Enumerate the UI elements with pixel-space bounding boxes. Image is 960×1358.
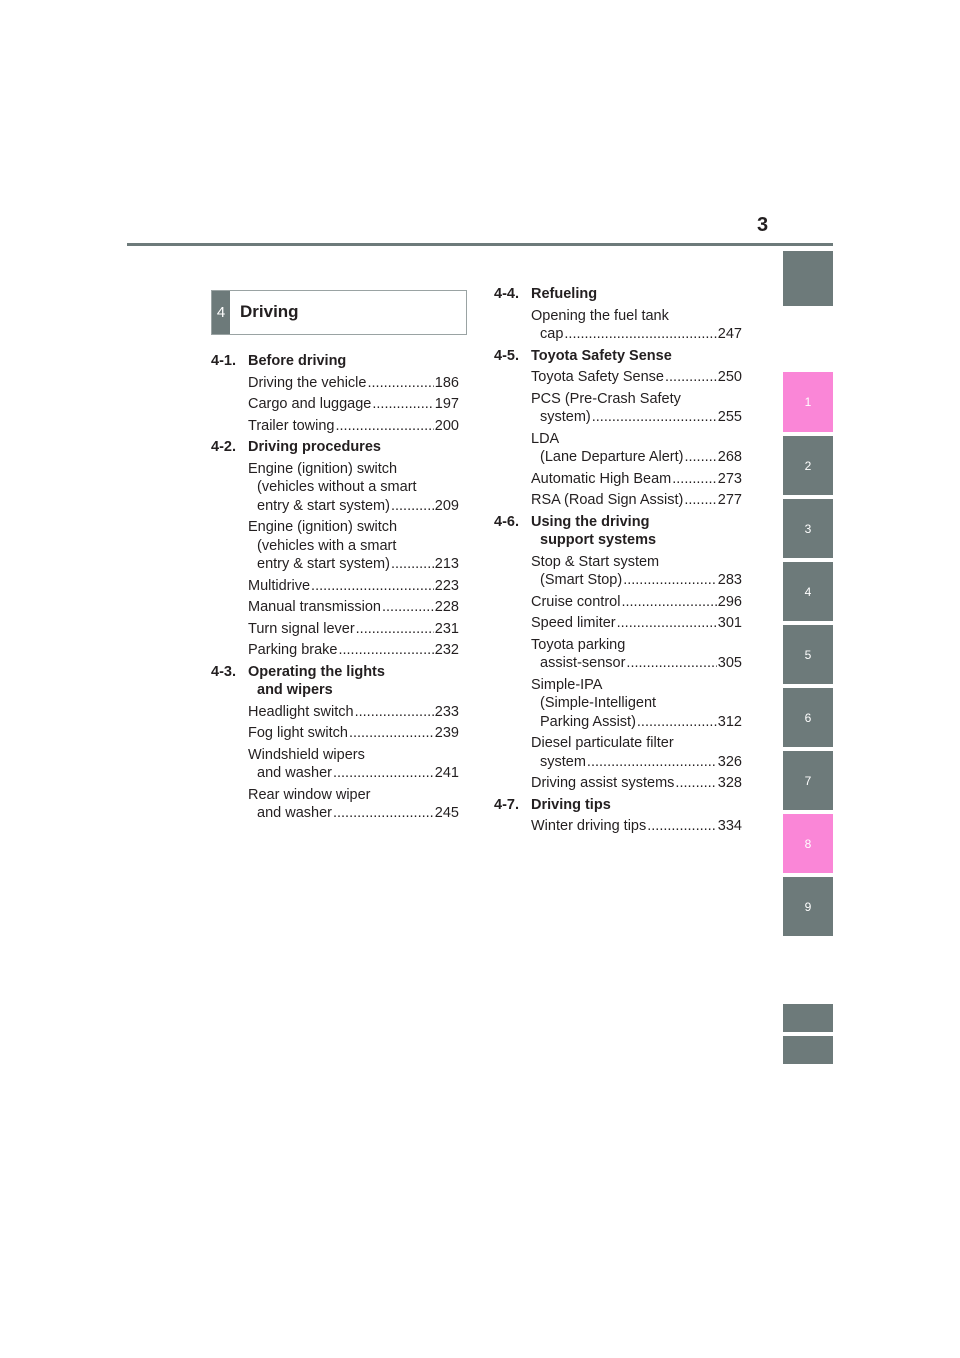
toc-entry-text: (Smart Stop) xyxy=(540,572,623,588)
toc-entry-text: entry & start system) xyxy=(257,497,390,514)
toc-group-heading xyxy=(494,285,742,304)
toc-entry-text: Winter driving tips xyxy=(531,818,647,834)
toc-group xyxy=(211,663,459,823)
toc-entry-page: 232 xyxy=(434,642,459,658)
chapter-tabs xyxy=(783,0,833,1358)
toc-entry[interactable] xyxy=(248,641,459,660)
toc-entry[interactable] xyxy=(531,774,742,793)
toc-entry-page: 328 xyxy=(717,775,742,791)
toc-entry-page: 305 xyxy=(717,655,742,671)
toc-group-number: 4-4. xyxy=(494,286,519,302)
dot-leader xyxy=(623,571,717,590)
toc-entry-page: 239 xyxy=(434,725,459,741)
toc-group-heading xyxy=(494,796,742,815)
toc-entry-text: Driving the vehicle xyxy=(248,374,367,391)
toc-entry-page: 186 xyxy=(434,374,459,391)
dot-leader xyxy=(684,491,716,510)
chapter-tab-4[interactable]: 4 xyxy=(783,562,833,621)
toc-entry-text: Rear window wiper xyxy=(248,786,371,803)
toc-entry[interactable] xyxy=(531,676,742,732)
dot-leader xyxy=(372,395,433,414)
dot-leader xyxy=(333,804,434,823)
toc-entry-page: 334 xyxy=(717,818,742,834)
section-number: 4 xyxy=(212,291,230,334)
toc-entry-text: (Simple-Intelligent xyxy=(540,695,657,711)
toc-entry-text: Simple-IPA xyxy=(531,676,603,693)
toc-group xyxy=(211,438,459,660)
toc-entry-page: 283 xyxy=(717,572,742,588)
toc-entry[interactable] xyxy=(531,734,742,771)
page-number: 3 xyxy=(757,214,769,236)
toc-group-heading xyxy=(494,347,742,366)
dot-leader xyxy=(338,641,433,660)
toc-entry-page: 200 xyxy=(434,417,459,434)
toc-entry[interactable] xyxy=(531,817,742,836)
dot-leader xyxy=(311,577,434,596)
toc-entry-page: 241 xyxy=(434,765,459,781)
toc-group-title: Before driving xyxy=(248,353,347,369)
toc-group-heading xyxy=(211,352,459,371)
toc-entry-text: entry & start system) xyxy=(257,556,390,572)
toc-group-title: Driving tips xyxy=(531,796,611,813)
dot-leader xyxy=(333,764,434,783)
toc-entry-text: Parking brake xyxy=(248,642,338,658)
toc-entry-text: (Lane Departure Alert) xyxy=(540,449,684,465)
toc-entry-text: and washer xyxy=(257,805,332,821)
toc-entry-page: 233 xyxy=(434,703,459,720)
toc-entry-text: Engine (ignition) switch xyxy=(248,519,398,535)
dot-leader xyxy=(356,620,434,639)
toc-entry-page: 268 xyxy=(717,449,742,465)
dot-leader xyxy=(647,817,717,836)
toc-entry[interactable] xyxy=(531,368,742,387)
toc-entry[interactable] xyxy=(531,430,742,467)
toc-entry-page: 255 xyxy=(717,409,742,425)
toc-entry-text: Cargo and luggage xyxy=(248,396,372,412)
toc-entry[interactable] xyxy=(531,553,742,590)
toc-group-heading xyxy=(494,513,742,550)
toc-entry-text: (vehicles with a smart xyxy=(257,537,397,554)
dot-leader xyxy=(564,325,716,344)
toc-group-title: Using the driving support systems xyxy=(531,513,657,548)
toc-group-number: 4-7. xyxy=(494,796,519,813)
toc-entry[interactable] xyxy=(248,374,459,393)
dot-leader xyxy=(367,374,433,393)
dot-leader xyxy=(391,497,434,516)
dot-leader xyxy=(391,555,434,574)
toc-group xyxy=(211,352,459,435)
toc-entry-page: 326 xyxy=(717,753,742,770)
toc-entry-text: (vehicles without a smart xyxy=(257,479,417,495)
toc-group-number: 4-3. xyxy=(211,663,236,680)
toc-entry-page: 213 xyxy=(434,556,459,572)
toc-entry[interactable] xyxy=(248,620,459,639)
toc-entry-text: Trailer towing xyxy=(248,417,335,434)
dot-leader xyxy=(382,598,434,617)
toc-entry[interactable] xyxy=(531,614,742,633)
chapter-tab-5[interactable]: 5 xyxy=(783,625,833,684)
chapter-tab-1[interactable]: 1 xyxy=(783,372,833,432)
toc-entry-text: Opening the fuel tank xyxy=(531,307,669,324)
chapter-tab-blank[interactable] xyxy=(783,251,833,306)
toc-entry-text: Parking Assist) xyxy=(540,713,636,730)
toc-entry-text: Toyota parking xyxy=(531,636,626,653)
toc-entry[interactable] xyxy=(248,724,459,743)
toc-entry-text: Engine (ignition) switch xyxy=(248,460,398,477)
toc-entry-text: assist-sensor xyxy=(540,655,626,671)
toc-entry-text: system) xyxy=(540,409,591,425)
dot-leader xyxy=(355,703,434,722)
toc-entry-text: system xyxy=(540,753,586,770)
dot-leader xyxy=(626,654,716,673)
toc-entry[interactable] xyxy=(531,491,742,510)
toc-entry-page: 301 xyxy=(717,615,742,631)
toc-entry-text: Toyota Safety Sense xyxy=(531,369,664,385)
toc-entry-page: 247 xyxy=(717,326,742,342)
toc-entry[interactable] xyxy=(248,598,459,617)
toc-entry[interactable] xyxy=(248,577,459,596)
toc-entry[interactable] xyxy=(248,417,459,436)
toc-entry-page: 250 xyxy=(717,369,742,385)
toc-entry-page: 277 xyxy=(717,492,742,508)
toc-entry[interactable] xyxy=(248,746,459,783)
toc-entry-text: Windshield wipers xyxy=(248,746,365,763)
toc-entry-page: 231 xyxy=(434,620,459,637)
toc-entry-text: Diesel particulate filter xyxy=(531,735,674,751)
toc-entry-text: LDA xyxy=(531,430,560,447)
chapter-tab-8[interactable]: 8 xyxy=(783,814,833,873)
chapter-tab-blank[interactable] xyxy=(783,1036,833,1064)
toc-group-heading xyxy=(211,438,459,457)
toc-group-title: Operating the lights and wipers xyxy=(248,663,385,698)
toc-group xyxy=(494,796,742,836)
chapter-tab-3[interactable]: 3 xyxy=(783,499,833,558)
dot-leader xyxy=(672,470,717,489)
toc-entry-text: PCS (Pre-Crash Safety xyxy=(531,390,681,407)
dot-leader xyxy=(637,713,717,732)
toc-group-heading xyxy=(211,663,459,700)
toc-group xyxy=(494,285,742,344)
section-title: Driving xyxy=(240,302,299,321)
toc-entry-page: 245 xyxy=(434,805,459,821)
toc-entry-text: Speed limiter xyxy=(531,615,616,631)
toc-entry-page: 223 xyxy=(434,577,459,594)
toc-entry-page: 312 xyxy=(717,713,742,730)
toc-entry-page: 296 xyxy=(717,593,742,610)
toc-entry-text: and washer xyxy=(257,765,332,781)
toc-entry-text: Automatic High Beam xyxy=(531,470,672,487)
toc-entry-text: RSA (Road Sign Assist) xyxy=(531,492,684,508)
chapter-tab-7[interactable]: 7 xyxy=(783,751,833,810)
toc-entry[interactable] xyxy=(248,786,459,823)
toc-entry-text: Fog light switch xyxy=(248,725,348,741)
toc-group-title: Refueling xyxy=(531,286,598,302)
toc-group-title: Driving procedures xyxy=(248,439,381,455)
toc-entry-page: 228 xyxy=(434,599,459,615)
toc-entry-text: Driving assist systems xyxy=(531,775,675,791)
toc-group xyxy=(494,347,742,510)
toc-entry-text: Multidrive xyxy=(248,577,311,594)
toc-entry-text: Stop & Start system xyxy=(531,553,660,570)
dot-leader xyxy=(665,368,717,387)
toc-entry-page: 209 xyxy=(434,497,459,514)
dot-leader xyxy=(587,753,717,772)
toc-entry-text: Manual transmission xyxy=(248,599,381,615)
toc-entry[interactable] xyxy=(248,395,459,414)
toc-entry-page: 273 xyxy=(717,470,742,487)
toc-group-number: 4-2. xyxy=(211,439,236,455)
toc-right-column xyxy=(494,285,742,839)
chapter-tab-9[interactable]: 9 xyxy=(783,877,833,936)
toc-entry[interactable] xyxy=(531,470,742,489)
toc-entry[interactable] xyxy=(531,593,742,612)
section-header xyxy=(211,290,467,335)
toc-left-column xyxy=(211,352,459,826)
toc-group xyxy=(494,513,742,793)
toc-group-number: 4-1. xyxy=(211,353,236,369)
dot-leader xyxy=(684,448,716,467)
dot-leader xyxy=(621,593,716,612)
toc-entry-text: Headlight switch xyxy=(248,703,354,720)
toc-entry-text: cap xyxy=(540,326,564,342)
top-rule xyxy=(127,243,833,246)
toc-entry[interactable] xyxy=(248,703,459,722)
dot-leader xyxy=(617,614,717,633)
toc-entry-text: Cruise control xyxy=(531,593,621,610)
toc-entry-text: Turn signal lever xyxy=(248,620,355,637)
toc-entry[interactable] xyxy=(531,390,742,427)
toc-group-number: 4-6. xyxy=(494,513,519,530)
toc-entry[interactable] xyxy=(531,307,742,344)
chapter-tab-blank[interactable] xyxy=(783,1004,833,1032)
toc-entry[interactable] xyxy=(248,460,459,516)
toc-group-number: 4-5. xyxy=(494,347,519,364)
toc-group-title: Toyota Safety Sense xyxy=(531,347,672,364)
chapter-tab-6[interactable]: 6 xyxy=(783,688,833,747)
toc-entry[interactable] xyxy=(248,518,459,574)
dot-leader xyxy=(592,408,717,427)
toc-entry[interactable] xyxy=(531,636,742,673)
toc-entry-page: 197 xyxy=(434,396,459,412)
dot-leader xyxy=(336,417,434,436)
chapter-tab-2[interactable]: 2 xyxy=(783,436,833,495)
dot-leader xyxy=(349,724,434,743)
dot-leader xyxy=(675,774,716,793)
